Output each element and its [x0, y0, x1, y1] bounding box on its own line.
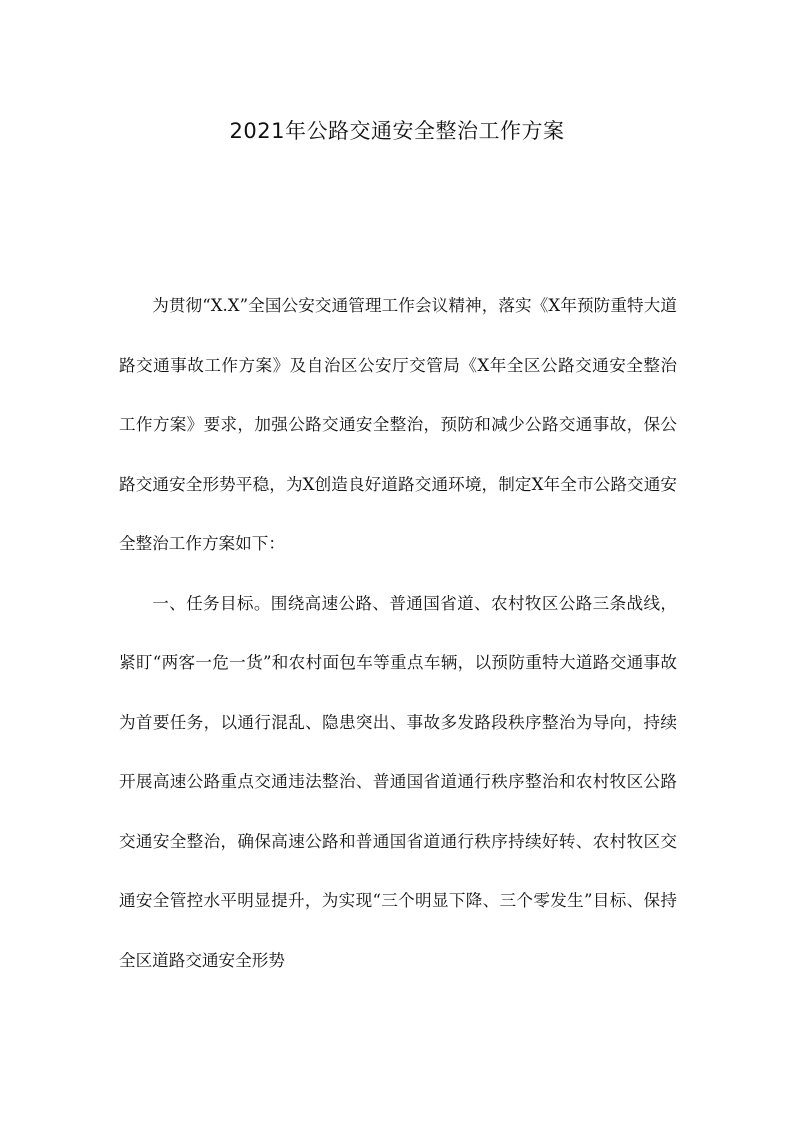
- document-body: [119, 276, 677, 990]
- paragraph-intro: 为贯彻“X.X”全国公安交通管理工作会议精神，落实《X年预防重特大道路交通事故工作方案》及自治区公安厅交管局《X年全区公路交通安全整治工作方案》要求，加强公路交通安全整治，预防和减少公路交通事故，保公路交通安全形势平稳，为X创造良好道路交通环境，制定X年全市公路交通安全整治工作方案如下：: [119, 296, 677, 553]
- document-title: 2021年公路交通安全整治工作方案: [229, 119, 565, 143]
- paragraph-task-goals: 一、任务目标。围绕高速公路、普通国省道、农村牧区公路三条战线，紧盯“两客一危一货”和农村面包车等重点车辆，以预防重特大道路交通事故为首要任务，以通行混乱、隐患突出、事故多发路段秩序整治为导向，持续开展高速公路重点交通违法整治、普通国省道通行秩序整治和农村牧区公路交通安全整治，确保高速公路和普通国省道通行秩序持续好转、农村牧区交通安全管控水平明显提升，为实现“三个明显下降、三个零发生”目标、保持全区道路交通安全形势: [119, 593, 677, 970]
